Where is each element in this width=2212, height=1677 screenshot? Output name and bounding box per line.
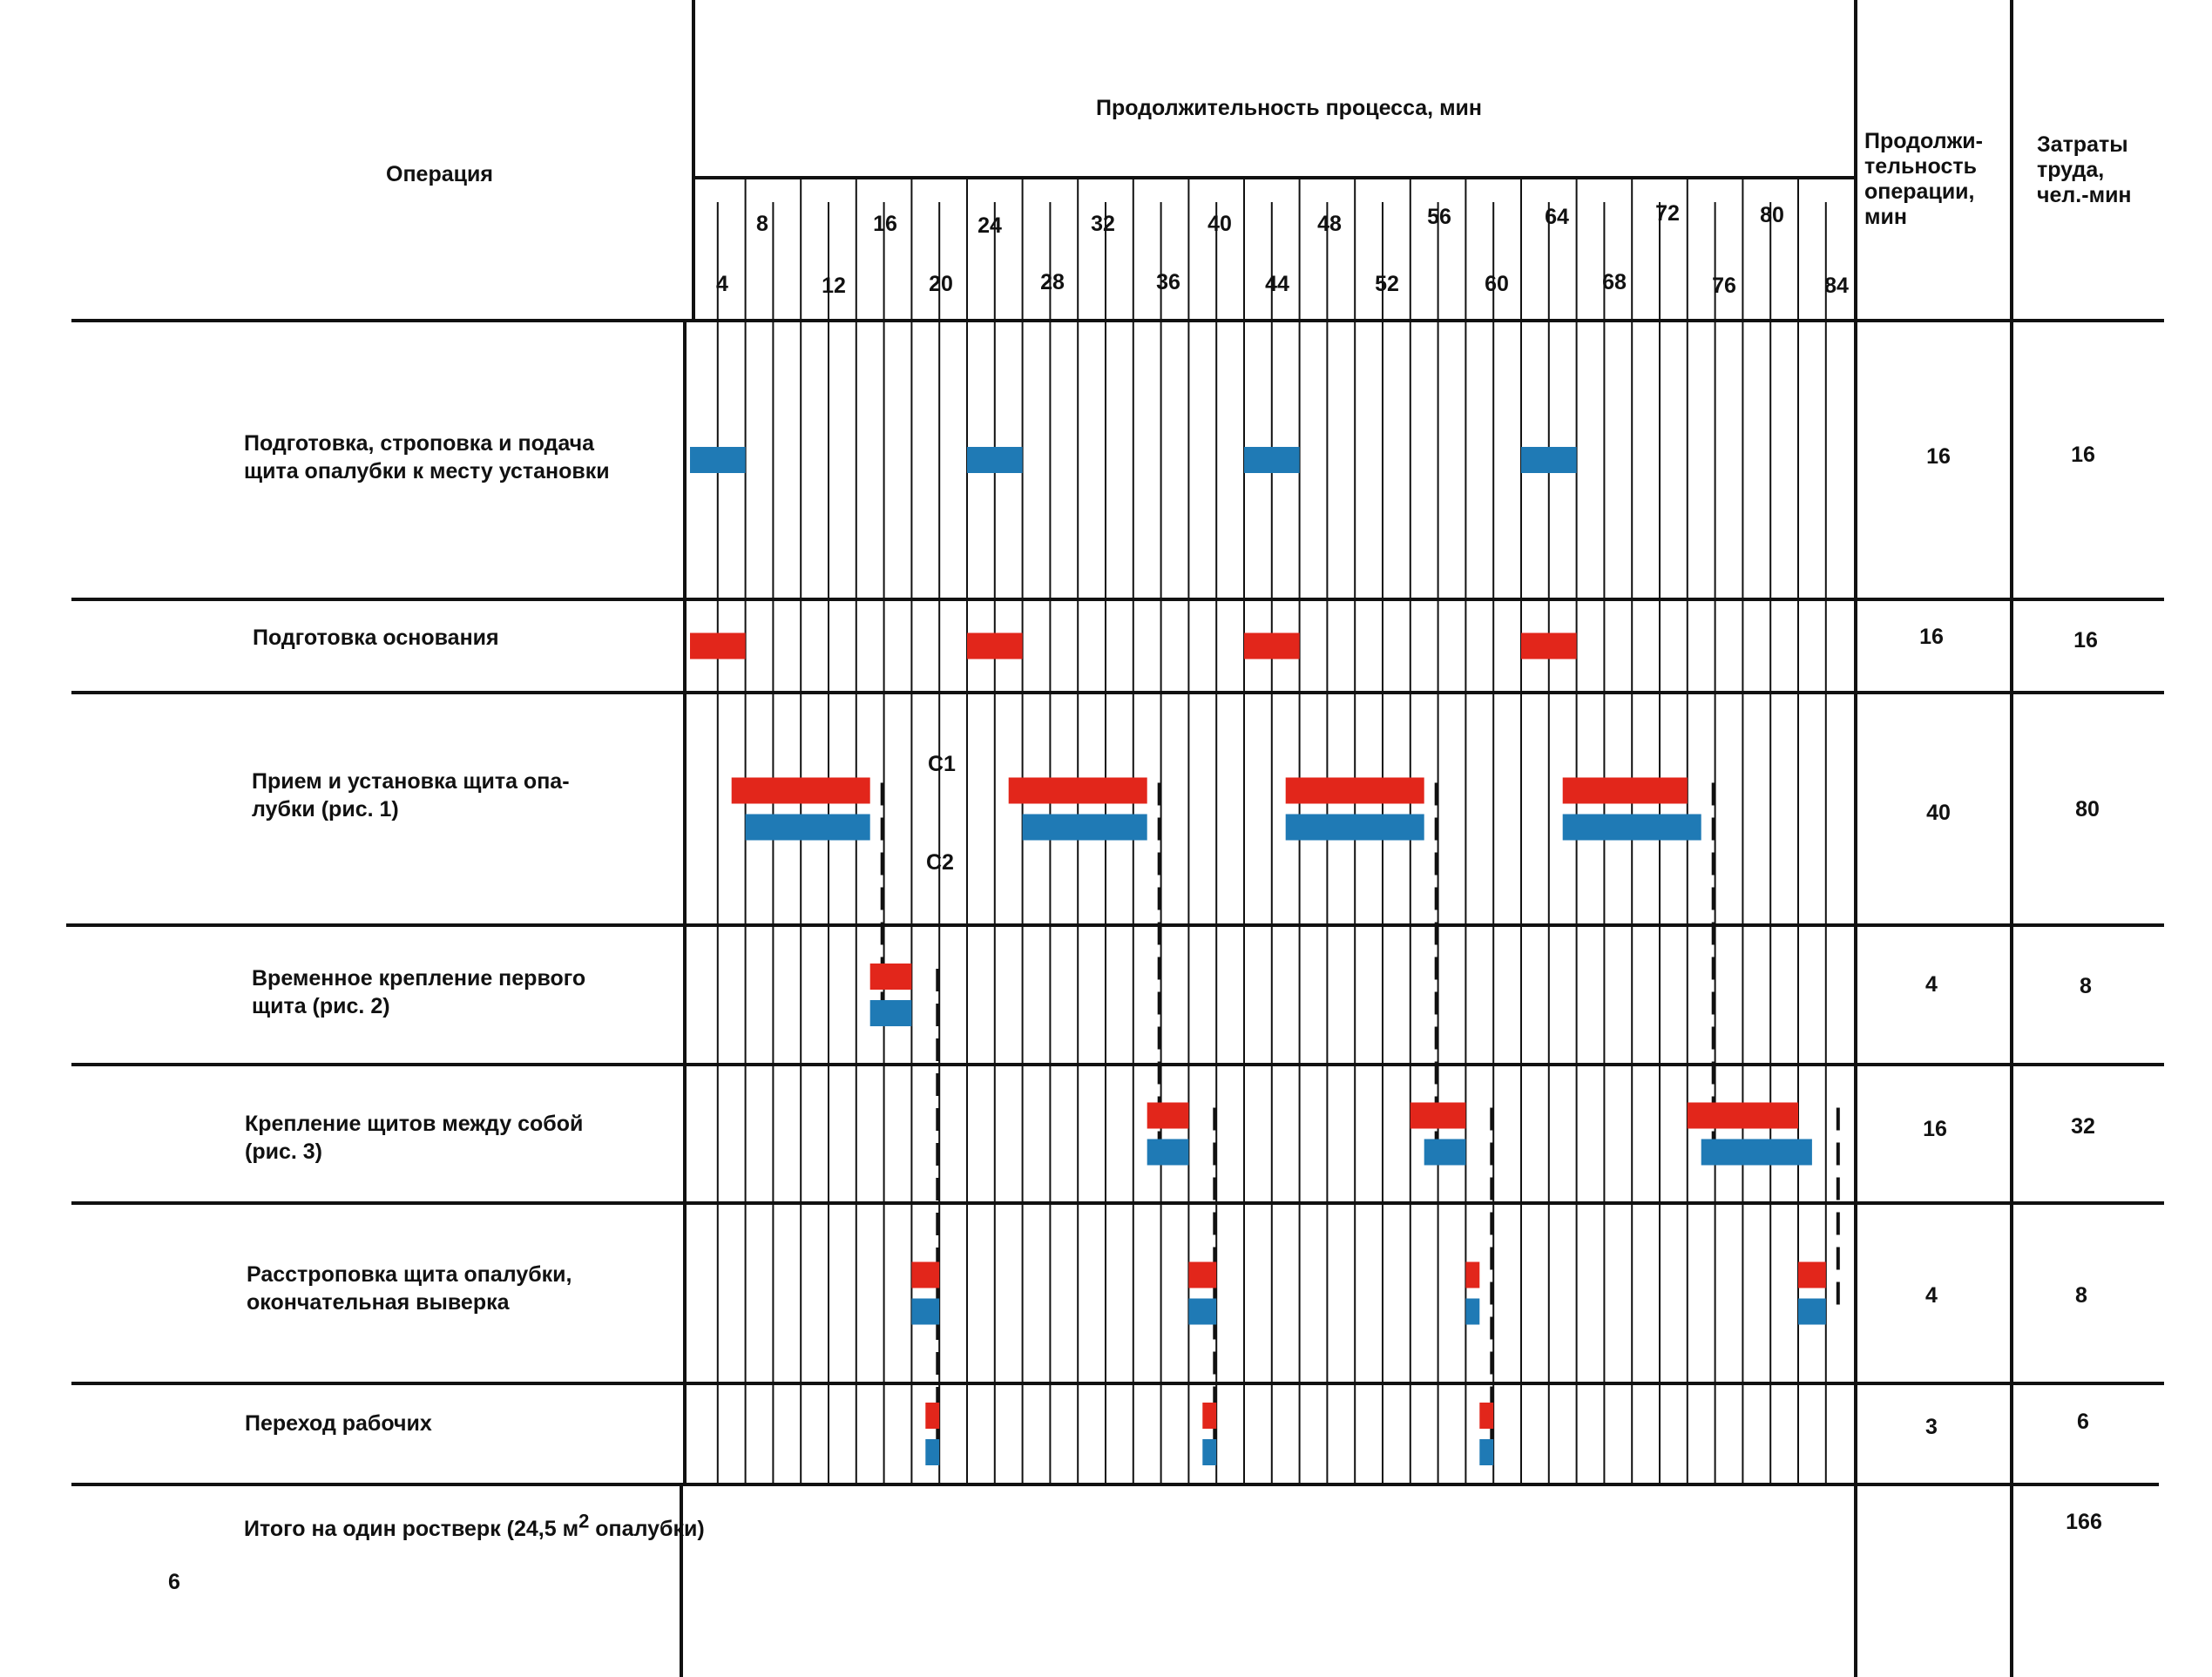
labor-header-line: труда, xyxy=(2037,158,2105,182)
tick-label: 84 xyxy=(1824,274,1849,298)
total-label-superscript: 2 xyxy=(578,1510,590,1532)
operation-labor: 80 xyxy=(2075,797,2100,822)
crew1-bar xyxy=(1465,1262,1479,1288)
tick-label: 4 xyxy=(716,272,728,296)
operation-duration: 16 xyxy=(1923,1117,1947,1141)
crew1-bar xyxy=(1009,778,1147,804)
total-label-text-end: опалубки) xyxy=(589,1517,705,1541)
crew1-bar xyxy=(1188,1262,1216,1288)
operation-column-header: Операция xyxy=(386,162,493,186)
crew2-bar xyxy=(690,447,746,473)
operation-duration: 16 xyxy=(1919,625,1944,649)
tick-label: 68 xyxy=(1602,270,1627,294)
crew2-bar xyxy=(1244,447,1300,473)
tick-label: 80 xyxy=(1760,203,1784,227)
crew2-bar xyxy=(1521,447,1577,473)
operation-labor: 16 xyxy=(2073,628,2098,653)
total-label-text: Итого на один ростверк (24,5 м xyxy=(244,1517,579,1541)
crew1-bar xyxy=(1688,1103,1798,1129)
operation-label xyxy=(253,624,499,652)
crew2-bar xyxy=(1798,1299,1826,1325)
operation-duration: 4 xyxy=(1925,1283,1938,1308)
duration-header-line: операции, xyxy=(1864,179,1975,204)
operation-label-line: лубки (рис. 1) xyxy=(252,797,399,822)
tick-label: 40 xyxy=(1207,212,1232,236)
crew1-bar xyxy=(690,633,746,659)
tick-label: 28 xyxy=(1040,270,1065,294)
crew2-bar xyxy=(967,447,1023,473)
operation-label-line: Подготовка, строповка и подача xyxy=(244,431,595,456)
crew1-bar xyxy=(732,778,870,804)
total-labor: 166 xyxy=(2066,1510,2102,1534)
crew2-bar xyxy=(1424,1139,1466,1166)
operation-duration: 4 xyxy=(1925,972,1938,997)
operation-label-line: Крепление щитов между собой xyxy=(245,1112,584,1136)
crew2-bar xyxy=(911,1299,939,1325)
tick-label: 36 xyxy=(1156,270,1180,294)
tick-label: 8 xyxy=(756,212,768,236)
crew2-bar xyxy=(870,1000,912,1026)
operation-label-line: Прием и установка щита опа- xyxy=(252,769,570,794)
tick-label: 44 xyxy=(1265,272,1289,296)
total-label xyxy=(244,1510,705,1543)
crew2-bar xyxy=(1147,1139,1189,1166)
crew2-bar xyxy=(1286,815,1424,841)
operation-label xyxy=(247,1261,572,1316)
crew1-bar xyxy=(1521,633,1577,659)
crew2-bar xyxy=(1465,1299,1479,1325)
operation-duration: 16 xyxy=(1926,444,1951,469)
crew1-bar xyxy=(1286,778,1424,804)
crew-marker-c1: С1 xyxy=(928,752,956,776)
crew1-bar xyxy=(925,1403,939,1429)
crew2-bar xyxy=(1563,815,1701,841)
crew1-bar xyxy=(1147,1103,1189,1129)
operation-duration: 3 xyxy=(1925,1415,1938,1439)
operation-label xyxy=(245,1110,583,1166)
operation-label xyxy=(245,1410,432,1437)
crew-marker-c2: С2 xyxy=(926,850,954,875)
tick-label: 72 xyxy=(1655,201,1680,226)
labor-column-header xyxy=(2037,132,2132,208)
crew1-bar xyxy=(1479,1403,1493,1429)
operation-label-line: Расстроповка щита опалубки, xyxy=(247,1262,572,1287)
crew2-bar xyxy=(925,1439,939,1465)
operation-label-line: щита опалубки к месту установки xyxy=(244,459,610,483)
operation-label-line: Временное крепление первого xyxy=(252,966,586,991)
operation-duration: 40 xyxy=(1926,801,1951,825)
tick-label: 48 xyxy=(1317,212,1342,236)
operation-label-line: Переход рабочих xyxy=(245,1411,432,1436)
crew1-bar xyxy=(1563,778,1688,804)
page-number: 6 xyxy=(168,1570,180,1594)
duration-column-header xyxy=(1864,129,1983,230)
tick-label: 16 xyxy=(873,212,897,236)
crew2-bar xyxy=(1701,1139,1812,1166)
tick-label: 12 xyxy=(822,274,846,298)
operation-label-line: щита (рис. 2) xyxy=(252,994,390,1018)
tick-label: 60 xyxy=(1485,272,1509,296)
crew1-bar xyxy=(870,964,912,990)
operation-labor: 6 xyxy=(2077,1410,2089,1434)
operation-label xyxy=(252,767,570,823)
crew2-bar xyxy=(1202,1439,1216,1465)
labor-header-line: Затраты xyxy=(2037,132,2128,157)
tick-label: 52 xyxy=(1375,272,1399,296)
operation-label-line: окончательная выверка xyxy=(247,1290,510,1315)
crew1-bar xyxy=(1202,1403,1216,1429)
crew1-bar xyxy=(967,633,1023,659)
crew2-bar xyxy=(1479,1439,1493,1465)
crew1-bar xyxy=(1244,633,1300,659)
operation-label xyxy=(244,429,610,485)
crew2-bar xyxy=(1188,1299,1216,1325)
crew1-bar xyxy=(911,1262,939,1288)
operation-labor: 32 xyxy=(2071,1114,2095,1139)
tick-label: 76 xyxy=(1712,274,1736,298)
duration-header-line: тельность xyxy=(1864,154,1977,179)
operation-labor: 16 xyxy=(2071,443,2095,467)
tick-label: 64 xyxy=(1545,205,1569,229)
operation-label-line: (рис. 3) xyxy=(245,1139,322,1164)
duration-header-line: Продолжи- xyxy=(1864,129,1983,153)
operation-labor: 8 xyxy=(2080,974,2092,998)
crew2-bar xyxy=(746,815,870,841)
crew2-bar xyxy=(1023,815,1147,841)
operation-label-line: Подготовка основания xyxy=(253,625,499,650)
tick-label: 56 xyxy=(1427,205,1451,229)
operation-labor: 8 xyxy=(2075,1283,2087,1308)
tick-label: 24 xyxy=(977,213,1002,238)
timeline-title: Продолжительность процесса, мин xyxy=(1096,96,1483,120)
tick-label: 32 xyxy=(1091,212,1115,236)
crew1-bar xyxy=(1798,1262,1826,1288)
duration-header-line: мин xyxy=(1864,205,1907,229)
operation-label xyxy=(252,964,585,1020)
crew1-bar xyxy=(1410,1103,1466,1129)
labor-header-line: чел.-мин xyxy=(2037,183,2132,207)
tick-label: 20 xyxy=(929,272,953,296)
